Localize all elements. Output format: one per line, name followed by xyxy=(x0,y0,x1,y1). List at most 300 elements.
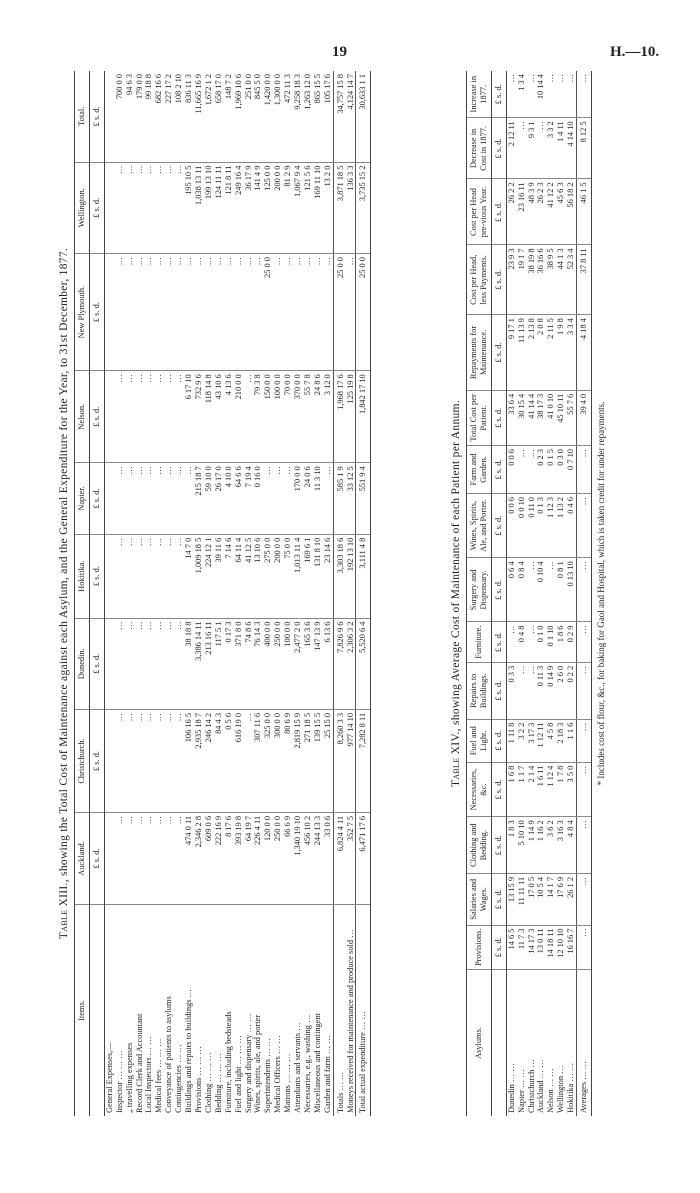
value-cell: 1,009 18 5 xyxy=(194,534,204,618)
row-label: Moneys received for maintenance and produce sold … xyxy=(345,929,355,1113)
value-cell: … xyxy=(174,709,184,812)
value-cell: … xyxy=(577,762,592,817)
value-cell: … xyxy=(154,618,164,709)
row-label: Napier … … xyxy=(516,1069,526,1113)
column-header: New Plymouth. xyxy=(75,254,90,371)
value-cell: 609 0 6 xyxy=(204,812,214,904)
value-cell: 100 0 0 xyxy=(283,618,293,709)
value-cell: … xyxy=(115,709,125,812)
unit-header: £ s. d. xyxy=(89,162,104,253)
value-cell: 13 10 6 xyxy=(253,534,263,618)
row-label: Hokitika … … xyxy=(566,1062,576,1113)
value-cell: 3 3 4 xyxy=(566,315,576,391)
value-cell: 100 0 0 xyxy=(273,371,283,463)
row-label: General Expenses,— xyxy=(104,1042,114,1113)
value-cell: 79 3 8 xyxy=(253,371,263,463)
value-cell: 0 10 4 xyxy=(536,558,546,622)
value-cell: … xyxy=(164,463,174,534)
value-cell: … xyxy=(253,254,263,371)
value-cell: 16 16 7 xyxy=(566,925,576,969)
value-cell: … xyxy=(204,254,214,371)
value-cell: 0 11 3 xyxy=(536,662,546,719)
value-cell xyxy=(104,371,114,463)
totals-row xyxy=(333,71,345,1116)
value-cell: 56 18 2 xyxy=(566,179,576,245)
value-cell: 25 0 0 xyxy=(356,254,371,371)
value-cell: 76 14 3 xyxy=(253,618,263,709)
value-cell: … xyxy=(577,817,592,874)
value-cell: 0 2 2 xyxy=(566,662,576,719)
value-cell: 44 1 3 xyxy=(556,245,566,315)
value-cell: 59 10 0 xyxy=(204,463,214,534)
value-cell: 393 19 8 xyxy=(234,812,244,904)
column-header: Repairs to Buildings. xyxy=(467,662,492,719)
value-cell: 616 19 0 xyxy=(234,709,244,812)
value-cell: 70 0 0 xyxy=(283,371,293,463)
value-cell: 165 3 6 xyxy=(303,618,313,709)
value-cell: … xyxy=(135,254,145,371)
value-cell: 10 14 4 xyxy=(536,71,546,118)
value-cell: 52 3 4 xyxy=(566,245,576,315)
total-actual-expenditure-row xyxy=(356,71,371,1116)
value-cell: 300 0 0 xyxy=(273,709,283,812)
value-cell: 45 10 11 xyxy=(556,390,566,445)
value-cell: … xyxy=(115,254,125,371)
table-row xyxy=(224,71,234,1116)
value-cell: … xyxy=(174,534,184,618)
column-header: Nelson. xyxy=(75,371,90,463)
value-cell: 7,826 9 6 xyxy=(333,618,345,709)
table-row xyxy=(506,71,516,1116)
value-cell: 4 13 6 xyxy=(224,371,234,463)
value-cell: 1 9 8 xyxy=(556,315,566,391)
value-cell: 3,735 15 2 xyxy=(356,162,371,253)
row-label: Superintendents … … xyxy=(263,1038,273,1113)
value-cell xyxy=(104,254,114,371)
value-cell: … xyxy=(154,463,164,534)
value-cell: 121 5 6 xyxy=(303,162,313,253)
value-cell: … xyxy=(115,618,125,709)
value-cell: 33 6 4 xyxy=(506,390,516,445)
value-cell: 25 0 0 xyxy=(333,254,345,371)
value-cell: 11 7 3 xyxy=(517,925,527,969)
row-label: „ travelling expenses xyxy=(124,1042,134,1113)
value-cell: … xyxy=(135,371,145,463)
row-label: Dunedin … … xyxy=(506,1063,516,1113)
row-label: Local Inspectors … … xyxy=(144,1036,154,1113)
value-cell: 84 4 3 xyxy=(214,709,224,812)
column-header: Provisions. xyxy=(467,925,492,969)
value-cell: 2,935 18 7 xyxy=(194,709,204,812)
row-label: Total actual expenditure … … xyxy=(356,905,371,1117)
value-cell: … xyxy=(577,622,592,662)
value-cell: … xyxy=(154,709,164,812)
value-cell: … xyxy=(144,812,154,904)
table-row xyxy=(517,71,527,1116)
table-row xyxy=(204,71,214,1116)
value-cell: … xyxy=(174,254,184,371)
value-cell: 1,300 0 0 xyxy=(273,71,283,162)
value-cell: 1 7 8 xyxy=(556,762,566,817)
table-xiii-body xyxy=(104,71,371,1116)
table-row xyxy=(125,71,135,1116)
value-cell: 192 13 10 xyxy=(346,534,356,618)
table-xiii-header xyxy=(75,71,105,1116)
table-row xyxy=(263,71,273,1116)
value-cell: 2 1 4 xyxy=(527,762,537,817)
value-cell: … xyxy=(154,371,164,463)
unit-header: £ s. d. xyxy=(491,925,506,969)
value-cell: 3,303 18 6 xyxy=(333,534,345,618)
row-label: Miscellaneous and contingent xyxy=(312,1012,322,1113)
value-cell: 7,282 8 11 xyxy=(356,709,371,812)
value-cell: … xyxy=(293,254,303,371)
value-cell: 682 16 6 xyxy=(154,71,164,162)
value-cell: 4 18 4 xyxy=(577,315,592,391)
value-cell: … xyxy=(527,71,537,118)
value-cell: 0 11 0 xyxy=(527,494,537,558)
value-cell: 45 6 3 xyxy=(556,179,566,245)
column-header: Items. xyxy=(75,905,90,1117)
value-cell: 81 2 9 xyxy=(283,162,293,253)
value-cell: 4,124 14 7 xyxy=(346,71,356,162)
value-cell: 271 18 5 xyxy=(303,709,313,812)
value-cell: … xyxy=(184,254,194,371)
value-cell: 11 11 11 xyxy=(517,873,527,925)
row-label: Matrons … … … xyxy=(283,1053,293,1113)
value-cell: 0 1 0 xyxy=(536,622,546,662)
value-cell: 1,842 17 10 xyxy=(356,371,371,463)
value-cell: 1,263 12 0 xyxy=(303,71,313,162)
value-cell: 13 2 0 xyxy=(323,162,333,253)
value-cell: … xyxy=(135,463,145,534)
value-cell xyxy=(104,709,114,812)
value-cell: … xyxy=(164,812,174,904)
table-row xyxy=(323,71,333,1116)
value-cell: … xyxy=(164,371,174,463)
value-cell: … xyxy=(164,254,174,371)
value-cell: 250 0 0 xyxy=(273,618,283,709)
value-cell: … xyxy=(194,254,204,371)
value-cell: 30 15 4 xyxy=(517,390,527,445)
value-cell: 14 18 11 xyxy=(546,925,556,969)
row-label: Conveyance of patients to asylums xyxy=(164,996,174,1113)
value-cell: … xyxy=(115,534,125,618)
row-label: Wines, spirits, ale, and porter xyxy=(253,1014,263,1113)
value-cell: 200 0 0 xyxy=(273,534,283,618)
value-cell: 14 17 3 xyxy=(527,925,537,969)
value-cell: 472 11 3 xyxy=(283,71,293,162)
value-cell: 25 15 0 xyxy=(323,709,333,812)
value-cell: … xyxy=(125,812,135,904)
value-cell: … xyxy=(577,873,592,925)
row-label: Inspector … … … xyxy=(114,1050,124,1113)
units-row xyxy=(89,71,104,1116)
column-header: Wellington. xyxy=(75,162,90,253)
value-cell: 865 15 5 xyxy=(313,71,323,162)
table-xiv-caption xyxy=(450,71,462,1116)
value-cell: 3 5 0 xyxy=(566,762,576,817)
value-cell: 836 11 3 xyxy=(184,71,194,162)
value-cell: 0 16 0 xyxy=(253,463,263,534)
value-cell: 474 0 11 xyxy=(184,812,194,904)
value-cell: … xyxy=(577,558,592,622)
value-cell: 1,968 17 6 xyxy=(333,371,345,463)
value-cell: 11 3 10 xyxy=(313,463,323,534)
value-cell: … xyxy=(125,709,135,812)
value-cell: 195 10 5 xyxy=(184,162,194,253)
value-cell: 585 1 9 xyxy=(333,463,345,534)
value-cell: 38 19 8 xyxy=(527,245,537,315)
value-cell: … xyxy=(144,371,154,463)
value-cell: 25 0 0 xyxy=(263,254,273,371)
value-cell: … xyxy=(154,534,164,618)
unit-header: £ s. d. xyxy=(491,118,506,179)
value-cell: 2,346 2 8 xyxy=(194,812,204,904)
value-cell: 1 13 2 xyxy=(556,494,566,558)
value-cell: 2 11 5 xyxy=(546,315,556,391)
value-cell: 179 0 0 xyxy=(135,71,145,162)
value-cell: … xyxy=(135,162,145,253)
row-label: Medical fees … … … xyxy=(154,1038,164,1113)
value-cell: 14 7 0 xyxy=(184,534,194,618)
value-cell: 17 0 5 xyxy=(527,873,537,925)
value-cell: 200 0 0 xyxy=(273,162,283,253)
table-row xyxy=(194,71,204,1116)
table-row xyxy=(556,71,566,1116)
table-row xyxy=(273,71,283,1116)
value-cell: … xyxy=(125,162,135,253)
table-xiv-footnote: * Includes cost of flour, &c., for baking for Gaol and Hospital, which is taken credit for under repayments. xyxy=(595,401,606,786)
value-cell: 227 17 2 xyxy=(164,71,174,162)
value-cell: 1,672 1 2 xyxy=(204,71,214,162)
value-cell: … xyxy=(164,162,174,253)
row-label: Medical Officers … … xyxy=(273,1035,283,1113)
row-label: Garden and farm … … xyxy=(322,1035,332,1113)
column-header: Farm and Garden. xyxy=(467,446,492,494)
value-cell: 0 2 9 xyxy=(566,622,576,662)
table-row xyxy=(115,71,125,1116)
value-cell: 2 13 8 xyxy=(527,315,537,391)
value-cell: 3,871 18 5 xyxy=(333,162,345,253)
value-cell: 75 0 0 xyxy=(283,534,293,618)
value-cell: 8 12 5 xyxy=(577,118,592,179)
value-cell: 23 14 6 xyxy=(323,534,333,618)
value-cell: 371 8 0 xyxy=(234,618,244,709)
column-header: Wines, Spirits, Ale, and Porter. xyxy=(467,494,492,558)
row-label: Clothing … … … xyxy=(203,1052,213,1113)
value-cell: 215 18 7 xyxy=(194,463,204,534)
value-cell: 1 6 8 xyxy=(506,762,516,817)
value-cell: 2 0 8 xyxy=(536,315,546,391)
table-row xyxy=(234,71,244,1116)
row-label: Necessaries, e.g., washing … xyxy=(302,1014,312,1113)
value-cell: 1 12 11 xyxy=(536,719,546,762)
value-cell: 66 6 9 xyxy=(283,812,293,904)
value-cell: 36 16 6 xyxy=(536,245,546,315)
column-header: Total. xyxy=(75,71,90,162)
value-cell: 118 14 8 xyxy=(204,371,214,463)
table-xiv-caption-text: showing Average Cost of Maintenance of each Patient per Annum. xyxy=(450,400,462,725)
unit-header: £ s. d. xyxy=(89,371,104,463)
value-cell: 3 3 2 xyxy=(546,118,556,179)
value-cell: … xyxy=(224,254,234,371)
value-cell: 0 0 6 xyxy=(506,494,516,558)
value-cell: 244 13 3 xyxy=(313,812,323,904)
value-cell: 370 0 0 xyxy=(293,371,303,463)
column-header: Surgery and Dispensary. xyxy=(467,558,492,622)
units-row xyxy=(491,71,506,1116)
row-label: Record Clerk and Accountant xyxy=(134,1013,144,1113)
unit-header: £ s. d. xyxy=(491,817,506,874)
value-cell: 352 7 5 xyxy=(346,812,356,904)
value-cell: 121 8 11 xyxy=(224,162,234,253)
column-header: Necessaries, &c. xyxy=(467,762,492,817)
value-cell: 0 1 10 xyxy=(546,622,556,662)
value-cell: 1 12 3 xyxy=(546,494,556,558)
value-cell: … xyxy=(125,371,135,463)
moneys-received-row xyxy=(346,71,356,1116)
table-row xyxy=(283,71,293,1116)
value-cell: 125 0 0 xyxy=(263,162,273,253)
value-cell: 1,013 11 4 xyxy=(293,534,303,618)
value-cell: 117 5 1 xyxy=(214,618,224,709)
value-cell: … xyxy=(323,254,333,371)
table-row xyxy=(303,71,313,1116)
value-cell: … xyxy=(273,463,283,534)
value-cell: 977 14 10 xyxy=(346,709,356,812)
value-cell: 125 19 8 xyxy=(346,371,356,463)
table-xiv-caption-prefix: Table XIV., xyxy=(450,728,462,787)
table-xiii xyxy=(74,71,371,1116)
value-cell: … xyxy=(283,463,293,534)
value-cell: 17 6 9 xyxy=(556,873,566,925)
value-cell: 169 11 10 xyxy=(313,162,323,253)
table-row xyxy=(135,71,145,1116)
column-header: Clothing and Bedding. xyxy=(467,817,492,874)
value-cell: 1 8 6 xyxy=(556,622,566,662)
value-cell: 43 10 6 xyxy=(214,371,224,463)
value-cell: 5,520 6 4 xyxy=(356,618,371,709)
value-cell: 34,757 15 8 xyxy=(333,71,345,162)
table-row xyxy=(253,71,263,1116)
value-cell: … xyxy=(144,618,154,709)
value-cell: 94 6 3 xyxy=(125,71,135,162)
value-cell: … xyxy=(566,71,576,118)
value-cell: … xyxy=(577,446,592,494)
unit-header: £ s. d. xyxy=(491,494,506,558)
unit-header: £ s. d. xyxy=(491,873,506,925)
value-cell: 13 0 11 xyxy=(536,925,546,969)
value-cell: … xyxy=(164,709,174,812)
value-cell: 26 2 2 xyxy=(506,179,516,245)
value-cell: … xyxy=(174,371,184,463)
value-cell: 99 18 8 xyxy=(144,71,154,162)
value-cell: 2,819 15 9 xyxy=(293,709,303,812)
row-label: Fuel and light … … … xyxy=(233,1035,243,1113)
unit-header: £ s. d. xyxy=(491,179,506,245)
value-cell: 64 19 7 xyxy=(244,812,254,904)
value-cell: 845 5 0 xyxy=(253,71,263,162)
table-xiv xyxy=(466,71,592,1116)
value-cell: 7 19 4 xyxy=(244,463,254,534)
value-cell: 30,633 1 1 xyxy=(356,71,371,162)
value-cell xyxy=(104,618,114,709)
value-cell: … xyxy=(556,71,566,118)
value-cell: 3 17 3 xyxy=(527,719,537,762)
value-cell: 400 0 0 xyxy=(263,618,273,709)
value-cell: 1 1 7 xyxy=(517,762,527,817)
row-label: Surgery and dispensary … … xyxy=(243,1013,253,1113)
value-cell: 23 9 3 xyxy=(506,245,516,315)
value-cell: 6,824 4 11 xyxy=(333,812,345,904)
table-row xyxy=(313,71,323,1116)
value-cell: 251 0 0 xyxy=(244,71,254,162)
value-cell: 106 16 5 xyxy=(184,709,194,812)
value-cell: 150 0 0 xyxy=(263,371,273,463)
value-cell: 1,038 13 11 xyxy=(194,162,204,253)
row-label: Buildings and repairs to buildings … xyxy=(184,989,194,1113)
value-cell: … xyxy=(174,812,184,904)
value-cell: 41 0 10 xyxy=(546,390,556,445)
value-cell: 26 17 0 xyxy=(214,463,224,534)
unit-header: £ s. d. xyxy=(491,662,506,719)
value-cell: 0 17 3 xyxy=(224,618,234,709)
value-cell: … xyxy=(303,254,313,371)
value-cell: 1 8 3 xyxy=(506,817,516,874)
row-label: Attendants and servants … xyxy=(293,1022,303,1113)
value-cell: 0 7 10 xyxy=(566,446,576,494)
value-cell: … xyxy=(125,618,135,709)
value-cell: 0 14 9 xyxy=(546,662,556,719)
value-cell: … xyxy=(283,254,293,371)
value-cell: … xyxy=(577,662,592,719)
value-cell: … xyxy=(527,622,537,662)
value-cell: 199 13 10 xyxy=(204,162,214,253)
column-header: Auckland. xyxy=(75,812,90,904)
value-cell: 12 10 10 xyxy=(556,925,566,969)
value-cell: 11 13 9 xyxy=(517,315,527,391)
value-cell: … xyxy=(546,558,556,622)
value-cell: 6 17 10 xyxy=(184,371,194,463)
value-cell: 3 12 0 xyxy=(323,371,333,463)
value-cell: 0 1 5 xyxy=(546,446,556,494)
value-cell: 1 3 4 xyxy=(517,71,527,118)
column-header: Furniture. xyxy=(467,622,492,662)
unit-header: £ s. d. xyxy=(89,71,104,162)
value-cell: … xyxy=(506,71,516,118)
value-cell: … xyxy=(517,662,527,719)
row-label: Wellington … xyxy=(556,1065,566,1113)
unit-header xyxy=(89,905,104,1117)
value-cell: 7 14 6 xyxy=(224,534,234,618)
value-cell: … xyxy=(125,254,135,371)
unit-header: £ s. d. xyxy=(491,719,506,762)
value-cell: 1 12 4 xyxy=(546,762,556,817)
value-cell: 46 1 5 xyxy=(577,179,592,245)
table-row xyxy=(244,71,254,1116)
value-cell: 37 8 11 xyxy=(577,245,592,315)
value-cell: 64 11 4 xyxy=(234,534,244,618)
value-cell: 0 1 3 xyxy=(536,494,546,558)
value-cell: 11,665 16 9 xyxy=(194,71,204,162)
value-cell: … xyxy=(184,463,194,534)
header-row xyxy=(467,71,492,1116)
value-cell: … xyxy=(144,463,154,534)
unit-header: £ s. d. xyxy=(89,812,104,904)
value-cell: 4 14 10 xyxy=(566,118,576,179)
value-cell: … xyxy=(154,254,164,371)
